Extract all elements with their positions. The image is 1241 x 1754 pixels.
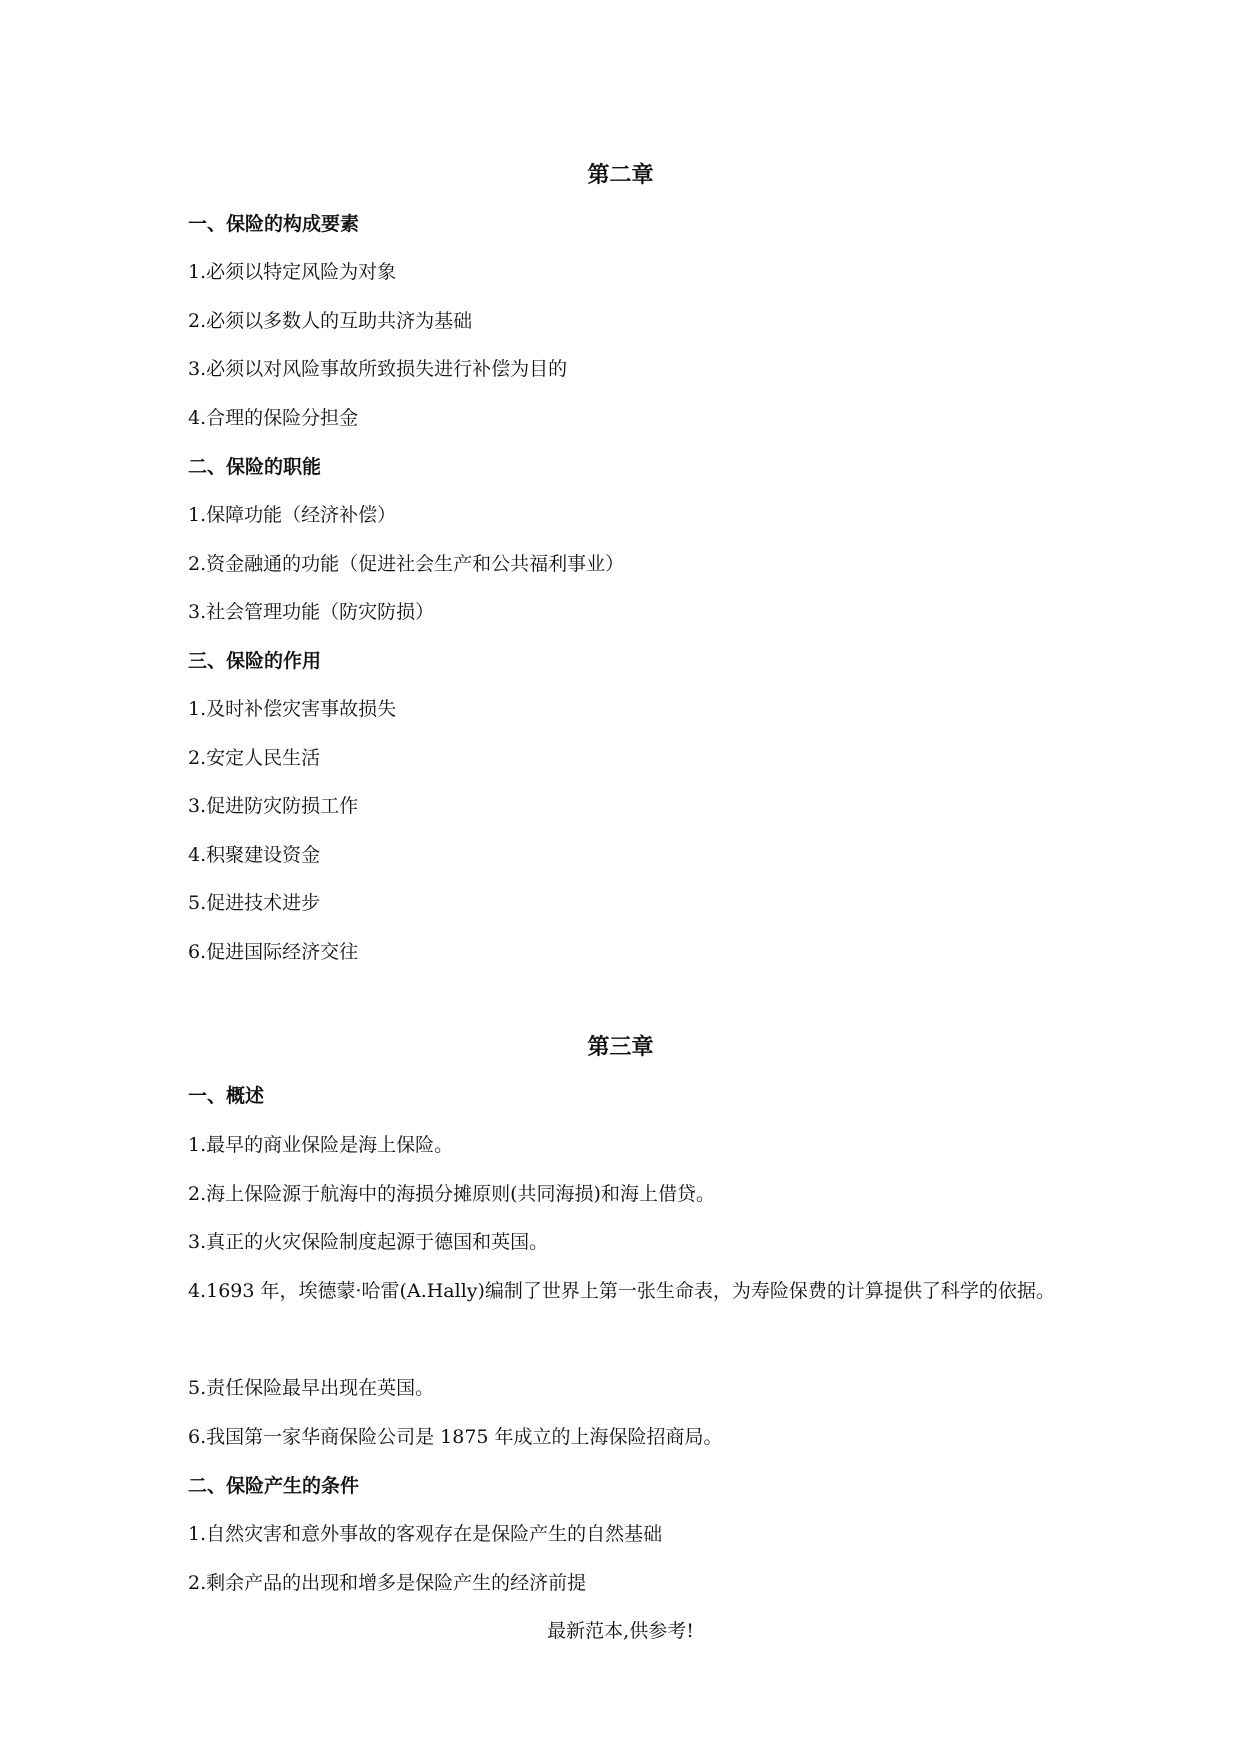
section-heading: 二、保险的职能: [188, 456, 322, 478]
list-item: 2.海上保险源于航海中的海损分摊原则(共同海损)和海上借贷。: [188, 1183, 715, 1205]
list-item: 5.责任保险最早出现在英国。: [188, 1377, 435, 1399]
section-heading: 一、保险的构成要素: [188, 213, 360, 235]
chapter-title: 第二章: [587, 163, 654, 188]
list-item: 6.我国第一家华商保险公司是 1875 年成立的上海保险招商局。: [188, 1426, 723, 1448]
list-item: 2.必须以多数人的互助共济为基础: [188, 310, 473, 332]
list-item: 2.安定人民生活: [188, 747, 321, 769]
list-item: 4.积聚建设资金: [188, 844, 321, 866]
list-item: 3.促进防灾防损工作: [188, 795, 359, 817]
list-item: 3.社会管理功能（防灾防损）: [188, 601, 435, 623]
list-item: 1.最早的商业保险是海上保险。: [188, 1134, 454, 1156]
chapter-title: 第三章: [587, 1035, 654, 1060]
section-heading: 一、概述: [188, 1085, 265, 1107]
list-item: 6.促进国际经济交往: [188, 941, 359, 963]
list-item: 3.真正的火灾保险制度起源于德国和英国。: [188, 1231, 549, 1253]
list-item: 4.1693 年，埃德蒙·哈雷(A.Hally)编制了世界上第一张生命表，为寿险保费的计算提供了科学的依据。: [188, 1280, 1055, 1302]
list-item: 1.自然灾害和意外事故的客观存在是保险产生的自然基础: [188, 1523, 663, 1545]
list-item: 4.合理的保险分担金: [188, 407, 359, 429]
list-item: 3.必须以对风险事故所致损失进行补偿为目的: [188, 358, 568, 380]
list-item: 5.促进技术进步: [188, 892, 321, 914]
section-heading: 三、保险的作用: [188, 650, 322, 672]
list-item: 1.及时补偿灾害事故损失: [188, 698, 397, 720]
list-item: 1.必须以特定风险为对象: [188, 261, 397, 283]
list-item: 1.保障功能（经济补偿）: [188, 504, 397, 526]
page-footer: 最新范本,供参考!: [547, 1620, 694, 1642]
section-heading: 二、保险产生的条件: [188, 1475, 360, 1497]
list-item: 2.剩余产品的出现和增多是保险产生的经济前提: [188, 1572, 587, 1594]
list-item: 2.资金融通的功能（促进社会生产和公共福利事业）: [188, 553, 625, 575]
